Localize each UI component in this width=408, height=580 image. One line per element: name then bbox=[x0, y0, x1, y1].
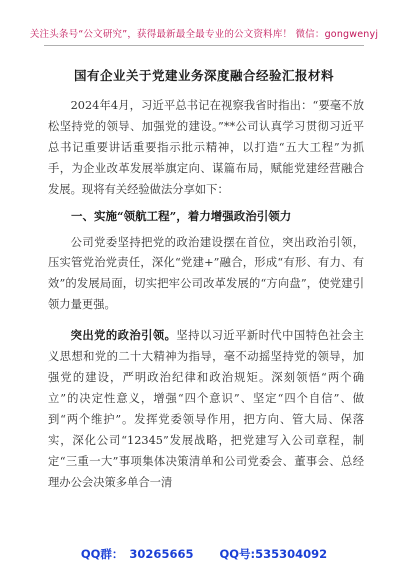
intro-paragraph: 2024年4月，习近平总书记在视察我省时指出：“要毫不放松坚持党的领导、加强党的建设。”**公司认真学习贯彻习近平总书记重要讲话重要指示批示精神，以打造“五大工程”为抓手，为企业改革发展举旗定向、谋篇布局，赋能党建经营融合发展。现将有关经验做法分享如下： bbox=[48, 99, 364, 196]
footer-contact bbox=[0, 546, 408, 562]
qq-number-text: QQ号:535304092 bbox=[219, 547, 328, 561]
lead-paragraph bbox=[48, 325, 364, 493]
header-divider bbox=[44, 45, 364, 46]
section-paragraph: 公司党委坚持把党的政治建设摆在首位，突出政治引领，压实管党治党责任，深化“党建+”融合，形成“有形、有力、有效”的发展局面，切实把牢公司改革发展的“方向盘”，使党建引领力量更强。 bbox=[48, 235, 364, 312]
document-title: 国有企业关于党建业务深度融合经验汇报材料 bbox=[73, 68, 334, 83]
qq-group-text: QQ群： 30265665 bbox=[80, 547, 194, 561]
paragraph-lead: 突出党的政治引领。 bbox=[70, 328, 177, 343]
header-notice: 关注头条号“公文研究”，获得最新最全最专业的公文资料库！ 微信：gongwenyj bbox=[29, 29, 379, 40]
document-body bbox=[48, 96, 364, 493]
section-heading: 一、实施“领航工程”，着力增强政治引领力 bbox=[71, 208, 292, 223]
paragraph-gap bbox=[48, 316, 364, 325]
paragraph-body: 坚持以习近平新时代中国特色社会主义思想和党的二十大精神为指导，毫不动摇坚持党的领导，加强党的建设，严明政治纪律和政治规矩。深刻领悟“两个确立”的决定性意义，增强“四个意识”、坚定“四个自信”、做到“两个维护”。发挥党委领导作用，把方向、管大局、保落实，深化公司“12345”发展战略，把党建写入公司章程，制定“三重一大”事项集体决策清单和公司党委会、董事会、总经理办公会决策多单合一清 bbox=[48, 329, 364, 489]
